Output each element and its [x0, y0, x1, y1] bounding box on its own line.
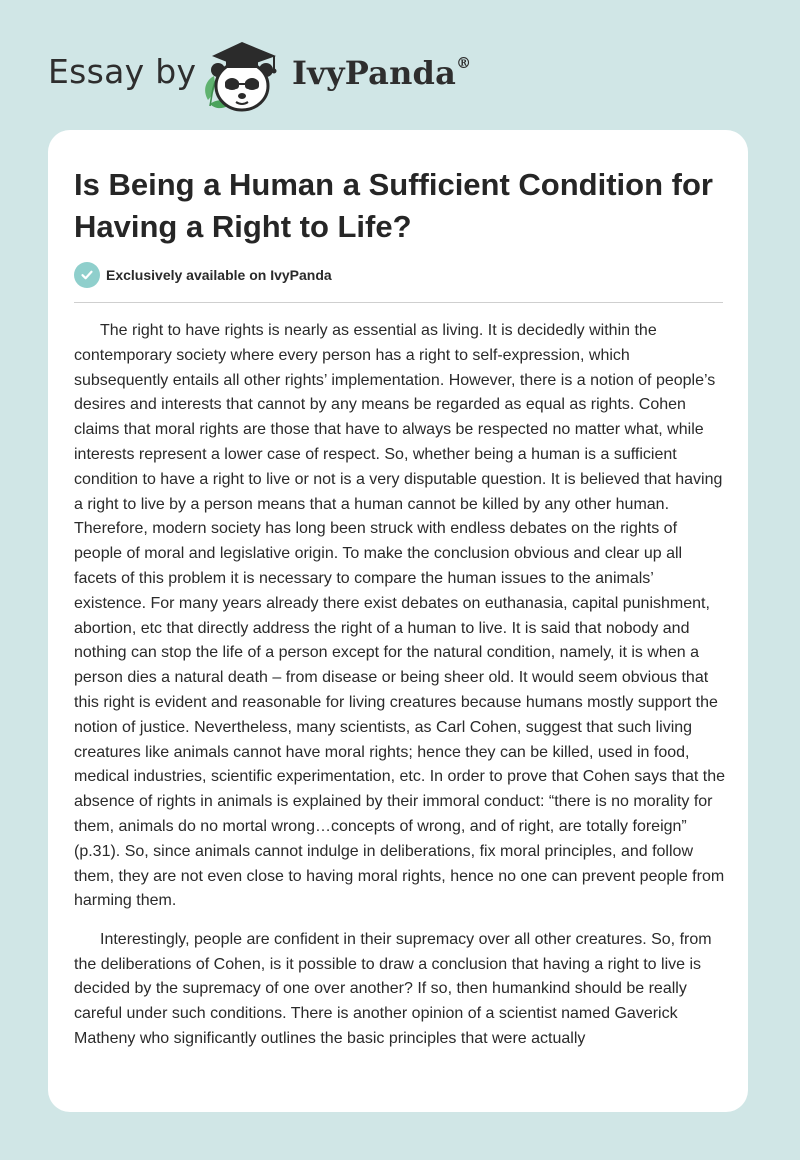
essay-body — [74, 319, 726, 1065]
paragraph: The right to have rights is nearly as essential as living. It is decidedly within the contemporary society where every person has a right to self-expression, which subsequently entails all other rights’ implementation. However, there is a notion of people’s desires and interests that cannot by any means be regarded as equal as rights. Cohen claims that moral rights are those that have to always be respected no matter what, while interests represent a lower case of respect. So, whether being a human is a sufficient condition to have a right to live or not is a very disputable question. It is believed that having a right to live by a person means that a human cannot be killed by any other human. Therefore, modern society has long been struck with endless debates on the rights of people of moral and legislative origin. To make the conclusion obvious and clear up all facets of this problem it is necessary to compare the human issues to the animals’ existence. For many years already there exist debates on euthanasia, capital punishment, abortion, etc that directly address the right of a human to live. It is said that nobody and nothing can stop the life of a person except for the natural condition, namely, it is when a person dies a natural death – from disease or being sheer old. It would seem obvious that this right is evident and reasonable for living creatures because humans mostly support the notion of justice. Nevertheless, many scientists, as Carl Cohen, suggest that such living creatures like animals cannot have moral rights; hence they can be killed, used in food, medical industries, scientific experimentation, etc. In order to prove that Cohen says that the absence of rights in animals is explained by their immoral conduct: “there is no morality for them, animals do no mortal wrong…concepts of wrong, and of right, are totally foreign” (p.31). So, since animals cannot indulge in deliberations, fix moral principles, and follow them, they are not even close to having moral rights, hence no one can prevent people from harming them. — [74, 322, 725, 910]
site-header — [0, 30, 800, 114]
essay-card — [48, 130, 748, 1112]
brand-name[interactable] — [292, 54, 471, 92]
registered-mark: ® — [456, 54, 472, 73]
brand-name-text: IvyPanda — [292, 54, 457, 92]
essay-title: Is Being a Human a Sufficient Condition for Having a Right to Life? — [74, 167, 713, 244]
paragraph: Interestingly, people are confident in their supremacy over all other creatures. So, from the deliberations of Cohen, is it possible to draw a conclusion that having a right to live is decided by the supremacy of one over another? If so, then humankind should be really careful under such conditions. There is another opinion of a scientist named Gaverick Matheny who significantly outlines the basic principles that were actually — [74, 930, 712, 1047]
check-circle-icon — [74, 262, 100, 288]
divider — [74, 302, 723, 303]
panda-graduate-logo-icon[interactable] — [196, 34, 296, 114]
exclusive-badge — [74, 262, 332, 288]
essay-by-label: Essay by — [48, 52, 197, 91]
exclusive-label: Exclusively available on IvyPanda — [106, 267, 332, 283]
